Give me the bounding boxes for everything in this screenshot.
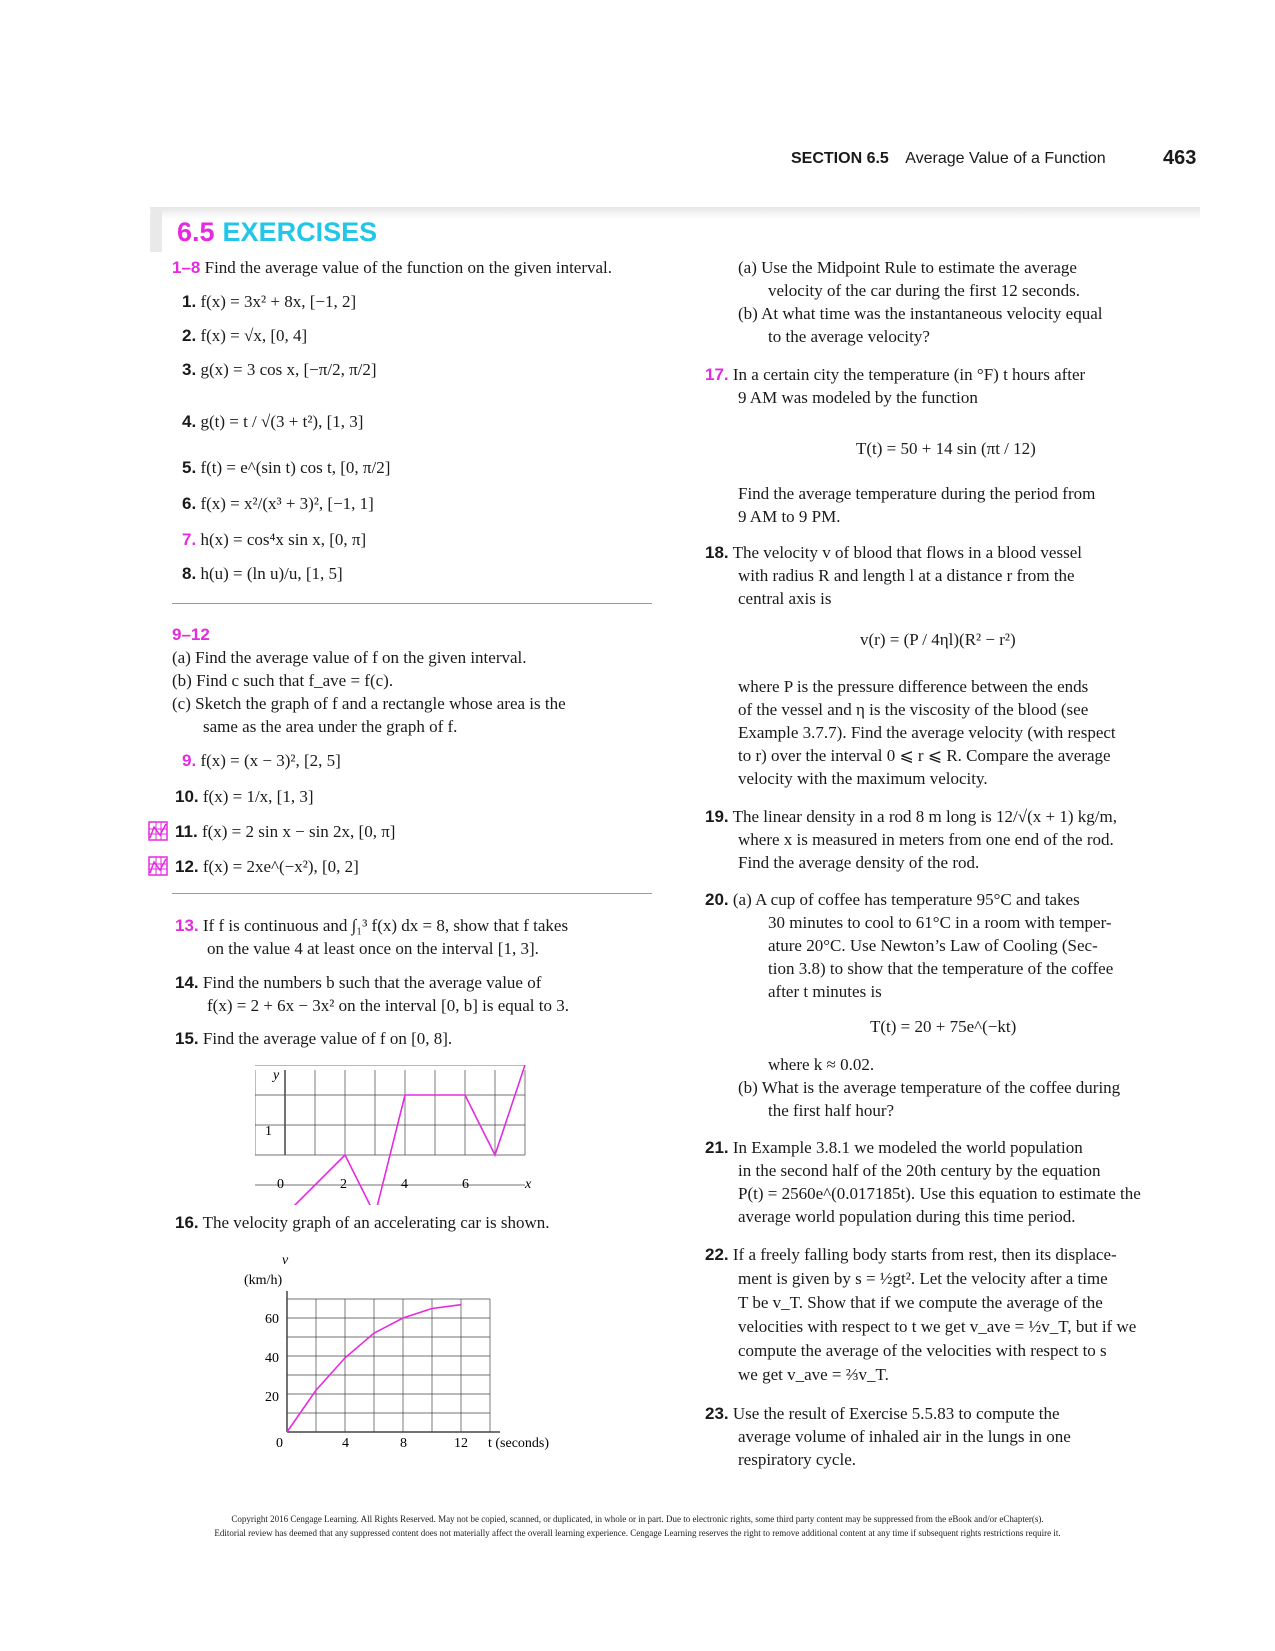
graph-15-tick-4: 4 bbox=[401, 1177, 408, 1192]
exercise-23-l2: average volume of inhaled air in the lungs in one bbox=[738, 1427, 1071, 1446]
exercise-14 bbox=[175, 971, 541, 994]
exercise-23 bbox=[705, 1402, 1060, 1425]
exercise-20-formula: T(t) = 20 + 75e^(−kt) bbox=[870, 1017, 1017, 1036]
exercise-number: 15. bbox=[175, 1029, 199, 1048]
block2-part-c-cont: same as the area under the graph of f. bbox=[203, 717, 458, 736]
title-band-corner bbox=[150, 207, 162, 252]
divider-rule bbox=[172, 893, 652, 894]
exercise-text: f(x) = 3x² + 8x, [−1, 2] bbox=[200, 292, 357, 311]
exercise-number: 7. bbox=[182, 530, 197, 549]
block1-instruction bbox=[172, 256, 612, 279]
exercise-number: 13. bbox=[175, 916, 199, 935]
exercise-number: 19. bbox=[705, 807, 729, 826]
graph-16-tick-0: 0 bbox=[276, 1436, 283, 1451]
ex16-part-a-cont: velocity of the car during the first 12 seconds. bbox=[768, 281, 1081, 300]
exercise-21-l3: P(t) = 2560e^(0.017185t). Use this equation to estimate the bbox=[738, 1184, 1141, 1203]
exercise-text: f(x) = 2 sin x − sin 2x, [0, π] bbox=[201, 822, 396, 841]
graph-15-tick-6: 6 bbox=[462, 1177, 469, 1192]
exercise-text: f(x) = 1/x, [1, 3] bbox=[202, 787, 314, 806]
exercise-number: 1. bbox=[182, 292, 197, 311]
exercise-text: The linear density in a rod 8 m long is 12/√(x + 1) kg/m, bbox=[732, 807, 1117, 826]
exercise-10 bbox=[175, 785, 314, 808]
exercise-text: h(x) = cos⁴x sin x, [0, π] bbox=[200, 530, 367, 549]
exercise-18-l7: to r) over the interval 0 ⩽ r ⩽ R. Compare the average bbox=[738, 746, 1111, 765]
exercise-number: 14. bbox=[175, 973, 199, 992]
exercise-2 bbox=[182, 324, 307, 347]
graph-15-y-label: y bbox=[273, 1068, 280, 1083]
exercise-19-l2: where x is measured in meters from one end of the rod. bbox=[738, 830, 1114, 849]
exercise-number: 22. bbox=[705, 1245, 729, 1264]
exercise-number: 2. bbox=[182, 326, 197, 345]
graph-16-tick-4: 4 bbox=[342, 1436, 349, 1451]
exercise-4 bbox=[182, 410, 363, 433]
exercise-13-cont: on the value 4 at least once on the interval [1, 3]. bbox=[207, 939, 539, 958]
graph-16-tick-60: 60 bbox=[265, 1312, 279, 1327]
graph-16-tick-8: 8 bbox=[400, 1436, 407, 1451]
exercise-20-a2: 30 minutes to cool to 61°C in a room with temper- bbox=[768, 913, 1112, 932]
exercise-18-l8: velocity with the maximum velocity. bbox=[738, 769, 988, 788]
exercise-22 bbox=[705, 1243, 1117, 1266]
exercise-text: Find the numbers b such that the average value of bbox=[202, 973, 542, 992]
exercise-21-l4: average world population during this time period. bbox=[738, 1207, 1076, 1226]
exercise-17-formula: T(t) = 50 + 14 sin (πt / 12) bbox=[856, 439, 1036, 458]
exercise-5 bbox=[182, 456, 390, 479]
exercise-19 bbox=[705, 805, 1117, 828]
block1-range: 1–8 bbox=[172, 258, 201, 277]
exercise-20-a5: after t minutes is bbox=[768, 982, 882, 1001]
title-number: 6.5 bbox=[177, 217, 215, 247]
exercise-text: h(u) = (ln u)/u, [1, 5] bbox=[200, 564, 343, 583]
exercise-12 bbox=[175, 855, 359, 878]
block2-range bbox=[172, 623, 210, 646]
ex16-part-b-cont: to the average velocity? bbox=[768, 327, 930, 346]
exercise-7 bbox=[182, 528, 366, 551]
exercise-text: g(t) = t / √(3 + t²), [1, 3] bbox=[200, 412, 364, 431]
exercise-23-l3: respiratory cycle. bbox=[738, 1450, 856, 1469]
graph-16-tick-40: 40 bbox=[265, 1351, 279, 1366]
exercise-text: If f is continuous and ∫₁³ f(x) dx = 8, show that f takes bbox=[202, 916, 569, 935]
running-header bbox=[791, 150, 1106, 168]
exercise-number: 18. bbox=[705, 543, 729, 562]
exercise-text: (a) A cup of coffee has temperature 95°C and takes bbox=[732, 890, 1080, 909]
exercise-18 bbox=[705, 541, 1082, 564]
exercise-number: 3. bbox=[182, 360, 197, 379]
exercise-number: 10. bbox=[175, 787, 199, 806]
exercise-number: 9. bbox=[182, 751, 197, 770]
graphing-calculator-icon bbox=[148, 821, 168, 846]
section-title: Average Value of a Function bbox=[905, 150, 1106, 167]
exercise-number: 5. bbox=[182, 458, 197, 477]
graph-16-grid bbox=[287, 1291, 500, 1432]
exercise-19-l3: Find the average density of the rod. bbox=[738, 853, 980, 872]
exercise-text: If a freely falling body starts from rest, then its displace- bbox=[732, 1245, 1117, 1264]
exercise-20-a3: ature 20°C. Use Newton’s Law of Cooling (Sec- bbox=[768, 936, 1098, 955]
graph-15-x-label: x bbox=[525, 1177, 532, 1192]
exercise-14-cont: f(x) = 2 + 6x − 3x² on the interval [0, b] is equal to 3. bbox=[207, 996, 569, 1015]
ex16-part-b: (b) At what time was the instantaneous velocity equal bbox=[738, 304, 1103, 323]
exercise-text: In a certain city the temperature (in °F) t hours after bbox=[732, 365, 1086, 384]
exercise-number: 17. bbox=[705, 365, 729, 384]
block2-part-c: (c) Sketch the graph of f and a rectangle whose area is the bbox=[172, 694, 566, 713]
exercise-20-b2: the first half hour? bbox=[768, 1101, 895, 1120]
exercise-13 bbox=[175, 914, 568, 937]
exercise-18-formula: v(r) = (P / 4ηl)(R² − r²) bbox=[860, 630, 1016, 649]
exercise-text: Use the result of Exercise 5.5.83 to compute the bbox=[732, 1404, 1060, 1423]
exercise-text: f(x) = √x, [0, 4] bbox=[200, 326, 308, 345]
block2-part-a: (a) Find the average value of f on the given interval. bbox=[172, 648, 527, 667]
exercise-20-b1: (b) What is the average temperature of the coffee during bbox=[738, 1078, 1121, 1097]
exercise-number: 11. bbox=[175, 822, 198, 841]
graph-16-tick-20: 20 bbox=[265, 1390, 279, 1405]
exercise-22-l5: compute the average of the velocities with respect to s bbox=[738, 1341, 1107, 1360]
page-title bbox=[177, 217, 377, 248]
graph-16-x-label: t (seconds) bbox=[488, 1436, 550, 1451]
exercise-17 bbox=[705, 363, 1085, 386]
page-number: 463 bbox=[1163, 147, 1197, 169]
exercise-number: 4. bbox=[182, 412, 197, 431]
exercise-8 bbox=[182, 562, 343, 585]
exercise-15 bbox=[175, 1027, 452, 1050]
exercise-18-l4: where P is the pressure difference between the ends bbox=[738, 677, 1089, 696]
graph-15-tick-2: 2 bbox=[340, 1177, 347, 1192]
graph-16 bbox=[240, 1250, 580, 1460]
block2-part-b: (b) Find c such that f_ave = f(c). bbox=[172, 671, 394, 690]
exercise-9 bbox=[182, 749, 341, 772]
exercise-22-l3: T be v_T. Show that if we compute the average of the bbox=[738, 1293, 1103, 1312]
ex16-part-a: (a) Use the Midpoint Rule to estimate the average bbox=[738, 258, 1077, 277]
graph-15-tick-1: 1 bbox=[265, 1124, 272, 1139]
exercise-18-l5: of the vessel and η is the viscosity of the blood (see bbox=[738, 700, 1089, 719]
graph-15 bbox=[255, 1065, 545, 1205]
exercise-text: The velocity graph of an accelerating car is shown. bbox=[202, 1213, 550, 1232]
graph-15-tick-0: 0 bbox=[277, 1177, 284, 1192]
exercise-18-l6: Example 3.7.7). Find the average velocity (with respect bbox=[738, 723, 1116, 742]
exercise-16 bbox=[175, 1211, 550, 1234]
exercise-number: 8. bbox=[182, 564, 197, 583]
exercise-number: 6. bbox=[182, 494, 197, 513]
exercise-text: f(t) = e^(sin t) cos t, [0, π/2] bbox=[200, 458, 391, 477]
graphing-calculator-icon bbox=[148, 856, 168, 881]
exercise-20 bbox=[705, 888, 1080, 911]
exercise-number: 20. bbox=[705, 890, 729, 909]
exercise-17-l2: 9 AM was modeled by the function bbox=[738, 388, 978, 407]
exercise-number: 16. bbox=[175, 1213, 199, 1232]
exercise-20-a6: where k ≈ 0.02. bbox=[768, 1055, 875, 1074]
block1-text: Find the average value of the function on the given interval. bbox=[204, 258, 613, 277]
exercise-11 bbox=[175, 820, 395, 843]
exercise-22-l4: velocities with respect to t we get v_ave = ½v_T, but if we bbox=[738, 1317, 1137, 1336]
title-word: EXERCISES bbox=[222, 217, 378, 247]
exercise-text: f(x) = 2xe^(−x²), [0, 2] bbox=[202, 857, 359, 876]
exercise-number: 23. bbox=[705, 1404, 729, 1423]
exercise-text: In Example 3.8.1 we modeled the world population bbox=[732, 1138, 1083, 1157]
exercise-21-l2: in the second half of the 20th century by the equation bbox=[738, 1161, 1101, 1180]
exercise-20-a4: tion 3.8) to show that the temperature of the coffee bbox=[768, 959, 1114, 978]
exercise-22-l6: we get v_ave = ⅔v_T. bbox=[738, 1365, 889, 1384]
exercise-3 bbox=[182, 358, 377, 381]
exercise-18-l3: central axis is bbox=[738, 589, 832, 608]
exercise-text: Find the average value of f on [0, 8]. bbox=[202, 1029, 453, 1048]
exercise-6 bbox=[182, 492, 374, 515]
exercise-17-l3: Find the average temperature during the period from bbox=[738, 484, 1096, 503]
exercise-18-l2: with radius R and length l at a distance r from the bbox=[738, 566, 1075, 585]
exercise-21 bbox=[705, 1136, 1083, 1159]
graph-16-y-unit: (km/h) bbox=[244, 1273, 283, 1288]
exercise-1 bbox=[182, 290, 356, 313]
exercise-text: g(x) = 3 cos x, [−π/2, π/2] bbox=[200, 360, 377, 379]
divider-rule bbox=[172, 603, 652, 604]
range-label: 9–12 bbox=[172, 625, 210, 644]
graph-16-tick-12: 12 bbox=[454, 1436, 468, 1451]
exercise-number: 21. bbox=[705, 1138, 729, 1157]
copyright-line-1: Copyright 2016 Cengage Learning. All Rights Reserved. May not be copied, scanned, or duplicated, in whole or in part. Due to electronic rights, some third party content may be suppressed from the eBook and/or eChapter(s). bbox=[231, 1514, 1044, 1524]
exercise-number: 12. bbox=[175, 857, 199, 876]
exercise-17-l4: 9 AM to 9 PM. bbox=[738, 507, 841, 526]
exercise-22-l2: ment is given by s = ½gt². Let the velocity after a time bbox=[738, 1269, 1108, 1288]
exercise-text: The velocity v of blood that flows in a blood vessel bbox=[732, 543, 1082, 562]
section-label: SECTION 6.5 bbox=[791, 150, 889, 167]
graph-16-y-label: v bbox=[282, 1253, 289, 1268]
exercise-text: f(x) = x²/(x³ + 3)², [−1, 1] bbox=[200, 494, 374, 513]
copyright-line-2: Editorial review has deemed that any suppressed content does not materially affect the overall learning experience. Cengage Learning reserves the right to remove additional content at any time if subsequent rights restrictions require it. bbox=[214, 1528, 1061, 1538]
exercise-text: f(x) = (x − 3)², [2, 5] bbox=[200, 751, 341, 770]
